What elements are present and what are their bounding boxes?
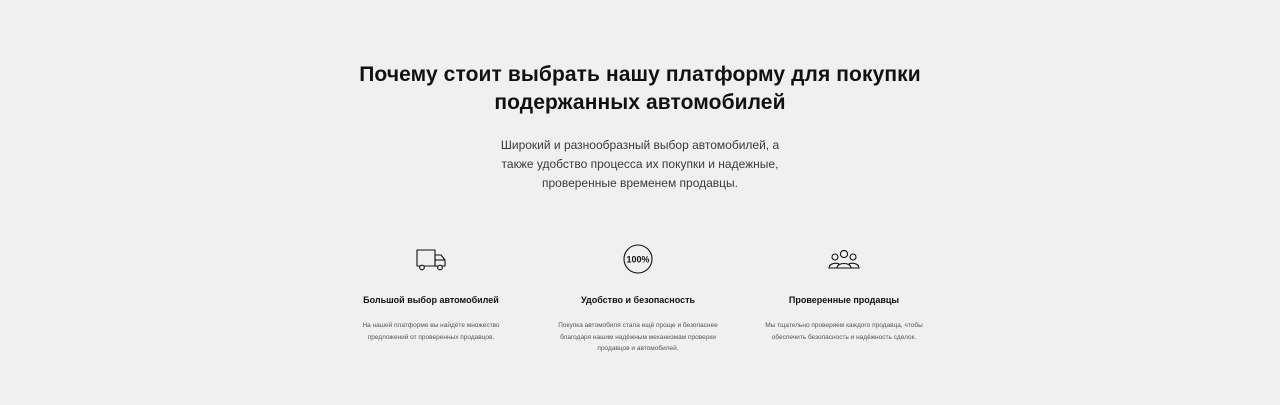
percent-100-icon: [618, 244, 658, 276]
feature-description-line: предложений от проверенных продавцов.: [367, 333, 495, 341]
truck-icon: [411, 244, 451, 276]
feature-description-line: На нашей платформе вы найдёте множество: [362, 322, 500, 329]
feature-description: [518, 320, 758, 355]
feature-title: Удобство и безопасность: [580, 295, 696, 305]
feature-description-line: Покупка автомобиля стала ещё проще и безопаснее: [558, 322, 718, 329]
section-subtitle-line: также удобство процесса их покупки и надежные,: [501, 157, 779, 171]
feature-title: Проверенные продавцы: [788, 295, 900, 305]
feature-description-line: обеспечить безопасность и надёжность сделок.: [771, 333, 917, 341]
section-subtitle-line: проверенные временем продавцы.: [542, 176, 738, 190]
section-title-line: подержанных автомобилей: [494, 91, 786, 114]
percent-100-label: 100%: [626, 254, 650, 265]
section-title: [0, 61, 1280, 117]
feature-description-line: Мы тщательно проверяем каждого продавца, чтобы: [765, 322, 923, 329]
section-title-line: Почему стоит выбрать нашу платформу для покупки: [359, 63, 921, 86]
section-subtitle-line: Широкий и разнообразный выбор автомобилей, а: [500, 138, 780, 152]
feature-description-line: благодаря нашим надёжным механизмам проверки: [560, 333, 716, 341]
feature-card-verified-sellers: [724, 244, 964, 341]
feature-card-selection: [311, 244, 551, 341]
feature-description: [724, 320, 964, 343]
feature-card-convenience: [518, 244, 758, 352]
users-icon: [824, 244, 864, 276]
section-subtitle: [0, 136, 1280, 193]
feature-description: [311, 320, 551, 343]
feature-description-line: продавцов и автомобилей.: [597, 345, 679, 352]
feature-title: Большой выбор автомобилей: [363, 295, 499, 305]
